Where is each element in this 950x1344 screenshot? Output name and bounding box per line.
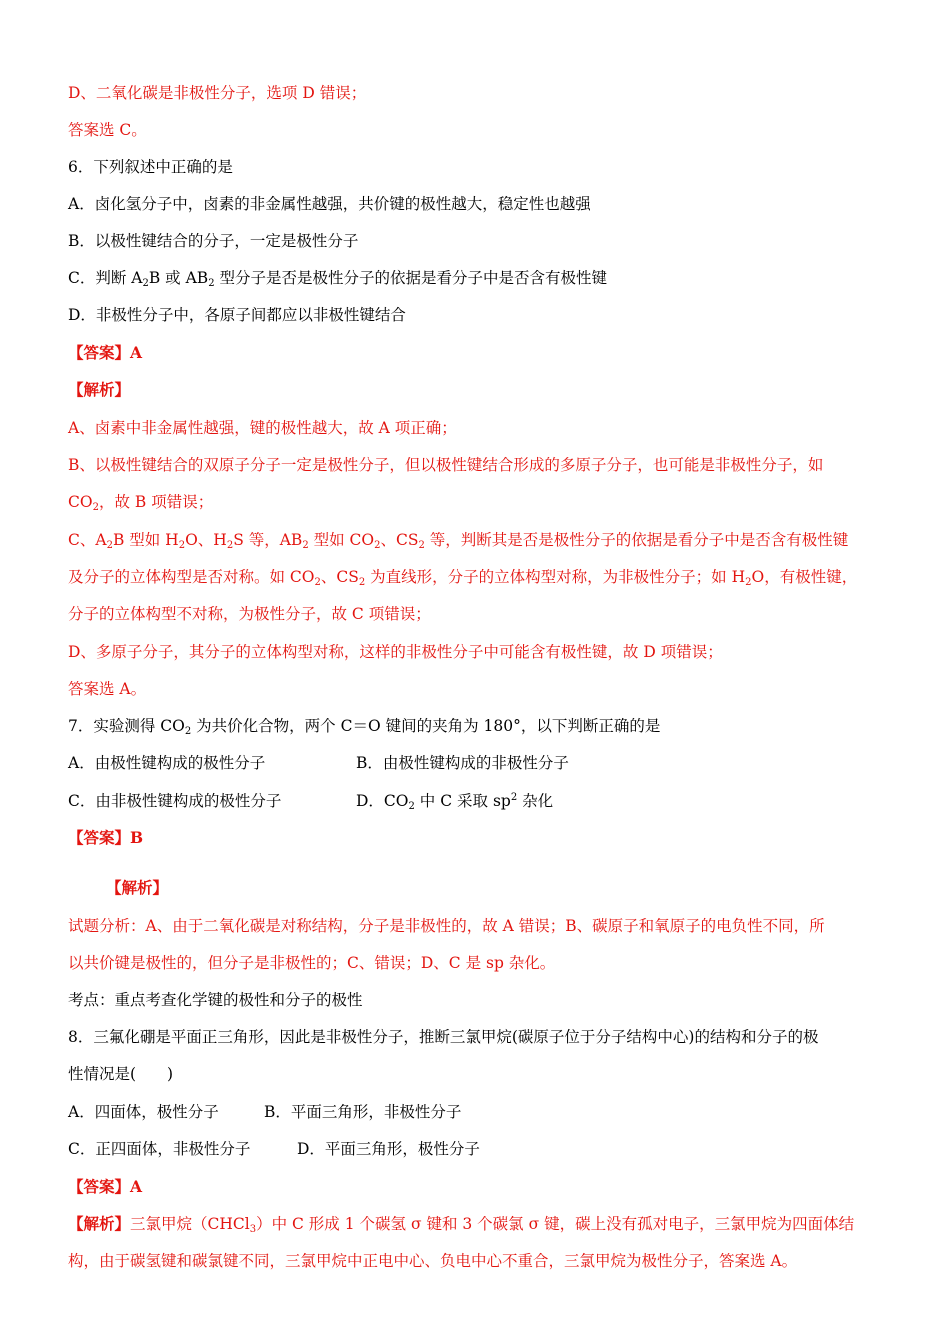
explanation-7-line1: 试题分析：A、由于二氧化碳是对称结构，分子是非极性的，故 A 错误；B、碳原子和氧原子的电负性不同，所 xyxy=(68,917,825,935)
explanation-7-line2: 以共价键是极性的，但分子是非极性的；C、错误；D、C 是 sp 杂化。 xyxy=(68,954,556,972)
question-6-option-c: C．判断 $A_2B$ 或 $AB_2$ 型分子是否是极性分子的依据是看分子中是否含有极性键 xyxy=(68,269,608,289)
question-6-stem: 6．下列叙述中正确的是 xyxy=(68,158,233,176)
explanation-6c-line1: C、$A_2B$ 型如 $H_2O$、$H_2S$ 等，$AB_2$ 型如 $CO_2$、$CS_2$ 等，判断其是否是极性分子的依据是看分子中是否含有极性键 xyxy=(68,531,849,551)
answer-choice-5: 答案选 C。 xyxy=(68,121,147,139)
question-7-option-d: D．$CO_2$ 中 C 采取 $sp^2$ 杂化 xyxy=(356,792,554,812)
explanation-6d: D、多原子分子，其分子的立体构型对称，这样的非极性分子中可能含有极性键，故 D 项错误； xyxy=(68,643,723,661)
answer-choice-6: 答案选 A。 xyxy=(68,680,147,698)
explanation-6c-line2: 及分子的立体构型是否对称。如 $CO_2$、$CS_2$ 为直线形，分子的立体构型对称，为非极性分子；如 $H_2O$，有极性键， xyxy=(68,568,858,588)
analysis-label-7: 【解析】 xyxy=(106,878,169,897)
answer-label-6: 【答案】A xyxy=(68,343,143,362)
question-6-option-d: D．非极性分子中，各原子间都应以非极性键结合 xyxy=(68,306,406,324)
explanation-8-line2: 构，由于碳氢键和碳氯键不同，三氯甲烷中正电中心、负电中心不重合，三氯甲烷为极性分子，答案选 A。 xyxy=(68,1252,798,1270)
question-8-stem-line1: 8．三氟化硼是平面正三角形，因此是非极性分子，推断三氯甲烷(碳原子位于分子结构中心)的结构和分子的极 xyxy=(68,1028,819,1046)
analysis-label-6: 【解析】 xyxy=(68,380,131,399)
answer-label-8: 【答案】A xyxy=(68,1177,143,1196)
question-7-option-a: A．由极性键构成的极性分子 xyxy=(68,754,266,772)
explanation-6b-line1: B、以极性键结合的双原子分子一定是极性分子，但以极性键结合形成的多原子分子，也可能是非极性分子，如 xyxy=(68,456,824,474)
question-6-option-b: B．以极性键结合的分子，一定是极性分子 xyxy=(68,232,359,250)
question-8-option-a: A．四面体，极性分子 xyxy=(68,1103,219,1121)
question-8-option-d: D．平面三角形，极性分子 xyxy=(297,1140,480,1158)
question-7-stem: 7．实验测得 $CO_2$ 为共价化合物，两个 C＝O 键间的夹角为 180°，以下判断正确的是 xyxy=(68,717,661,737)
question-8-stem-line2: 性情况是( ) xyxy=(68,1065,174,1083)
question-7-option-c: C．由非极性键构成的极性分子 xyxy=(68,792,282,810)
explanation-8-line1: 【解析】三氯甲烷（CHCl$_3$）中 C 形成 1 个碳氢 σ 键和 3 个碳氯 σ 键，碳上没有孤对电子，三氯甲烷为四面体结 xyxy=(68,1214,855,1235)
explanation-6a: A、卤素中非金属性越强，键的极性越大，故 A 项正确； xyxy=(68,419,457,437)
question-7-option-b: B．由极性键构成的非极性分子 xyxy=(356,754,569,772)
knowledge-point-7: 考点：重点考查化学键的极性和分子的极性 xyxy=(68,991,363,1009)
explanation-6b-line2: $CO_2$，故 B 项错误； xyxy=(68,493,214,513)
question-8-option-c: C．正四面体，非极性分子 xyxy=(68,1140,251,1158)
explanation-line-5d: D、二氧化碳是非极性分子，选项 D 错误； xyxy=(68,84,367,102)
question-8-option-b: B．平面三角形，非极性分子 xyxy=(264,1103,462,1121)
answer-label-7: 【答案】B xyxy=(68,828,144,847)
explanation-6c-line3: 分子的立体构型不对称，为极性分子，故 C 项错误； xyxy=(68,605,431,623)
question-6-option-a: A．卤化氢分子中，卤素的非金属性越强，共价键的极性越大，稳定性也越强 xyxy=(68,195,591,213)
